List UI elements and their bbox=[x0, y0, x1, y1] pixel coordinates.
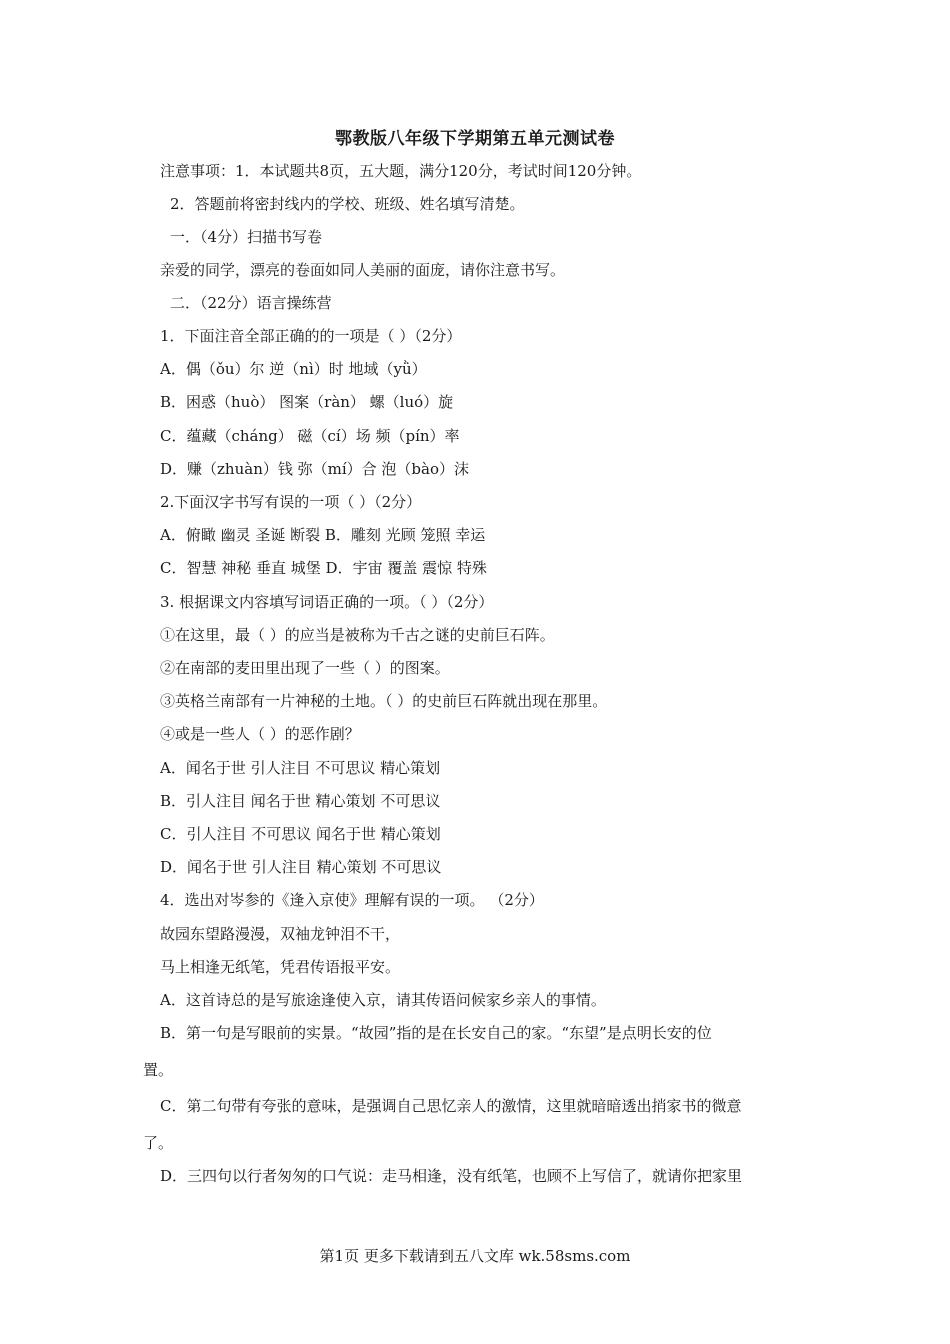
answer-option: B．困惑（huò） 图案（ràn） 螺（luó）旋 bbox=[160, 393, 454, 411]
text-line: 亲爱的同学，漂亮的卷面如同人美丽的面庞，请你注意书写。 bbox=[160, 261, 566, 279]
section-heading: 二．（22分）语言操练营 bbox=[170, 294, 332, 312]
text-line: ④或是一些人（ ）的恶作剧？ bbox=[160, 725, 360, 743]
answer-option: A．这首诗总的是写旅途逢使入京，请其传语问候家乡亲人的事情。 bbox=[160, 991, 606, 1009]
answer-option: A．闻名于世 引人注目 不可思议 精心策划 bbox=[160, 759, 441, 777]
section-heading: 一．（4分）扫描书写卷 bbox=[170, 228, 323, 246]
text-line: 了。 bbox=[143, 1134, 174, 1152]
answer-option: B．引人注目 闻名于世 精心策划 不可思议 bbox=[160, 792, 441, 810]
page-footer: 第1页 更多下载请到五八文库 wk.58sms.com bbox=[319, 1247, 631, 1265]
text-line: ①在这里，最（ ）的应当是被称为千古之谜的史前巨石阵。 bbox=[160, 626, 555, 644]
answer-option: A．偶（ǒu）尔 逆（nì）时 地域（yǜ） bbox=[160, 360, 427, 378]
poem-line: 马上相逢无纸笔，凭君传语报平安。 bbox=[160, 958, 401, 976]
answer-option: A．俯瞰 幽灵 圣诞 断裂 B．雕刻 光顾 笼照 幸运 bbox=[160, 526, 486, 544]
answer-option: D．闻名于世 引人注目 精心策划 不可思议 bbox=[160, 858, 442, 876]
answer-option: C．第二句带有夸张的意味，是强调自己思忆亲人的激情，这里就暗暗透出捎家书的微意 bbox=[160, 1097, 742, 1115]
answer-option: C．引人注目 不可思议 闻名于世 精心策划 bbox=[160, 825, 441, 843]
poem-line: 故园东望路漫漫，双袖龙钟泪不干， bbox=[160, 925, 401, 943]
text-line: 注意事项：1．本试题共8页，五大题，满分120分，考试时间120分钟。 bbox=[160, 162, 642, 180]
answer-option: C．智慧 神秘 垂直 城堡 D．宇宙 覆盖 震惊 特殊 bbox=[160, 559, 487, 577]
answer-option: C．蕴藏（cháng） 磁（cí）场 频（pín）率 bbox=[160, 427, 460, 445]
question: 4．选出对岑参的《逢入京使》理解有误的一项。 （2分） bbox=[160, 891, 544, 909]
text-line: 2．答题前将密封线内的学校、班级、姓名填写清楚。 bbox=[170, 195, 525, 213]
answer-option: B．第一句是写眼前的实景。“故园”指的是在长安自己的家。“东望”是点明长安的位 bbox=[160, 1024, 712, 1042]
answer-option: D．三四句以行者匆匆的口气说：走马相逢，没有纸笔，也顾不上写信了，就请你把家里 bbox=[160, 1167, 743, 1185]
text-line: 置。 bbox=[143, 1061, 174, 1079]
page-title: 鄂教版八年级下学期第五单元测试卷 bbox=[335, 129, 615, 149]
question: 2.下面汉字书写有误的一项（ ）（2分） bbox=[160, 493, 422, 511]
question: 1．下面注音全部正确的的一项是（ ）（2分） bbox=[160, 327, 462, 345]
answer-option: D．赚（zhuàn）钱 弥（mí）合 泡（bào）沫 bbox=[160, 460, 469, 478]
text-line: ③英格兰南部有一片神秘的土地。（ ）的史前巨石阵就出现在那里。 bbox=[160, 692, 608, 710]
question: 3. 根据课文内容填写词语正确的一项。（ ）（2分） bbox=[160, 593, 494, 611]
text-line: ②在南部的麦田里出现了一些（ ）的图案。 bbox=[160, 659, 450, 677]
